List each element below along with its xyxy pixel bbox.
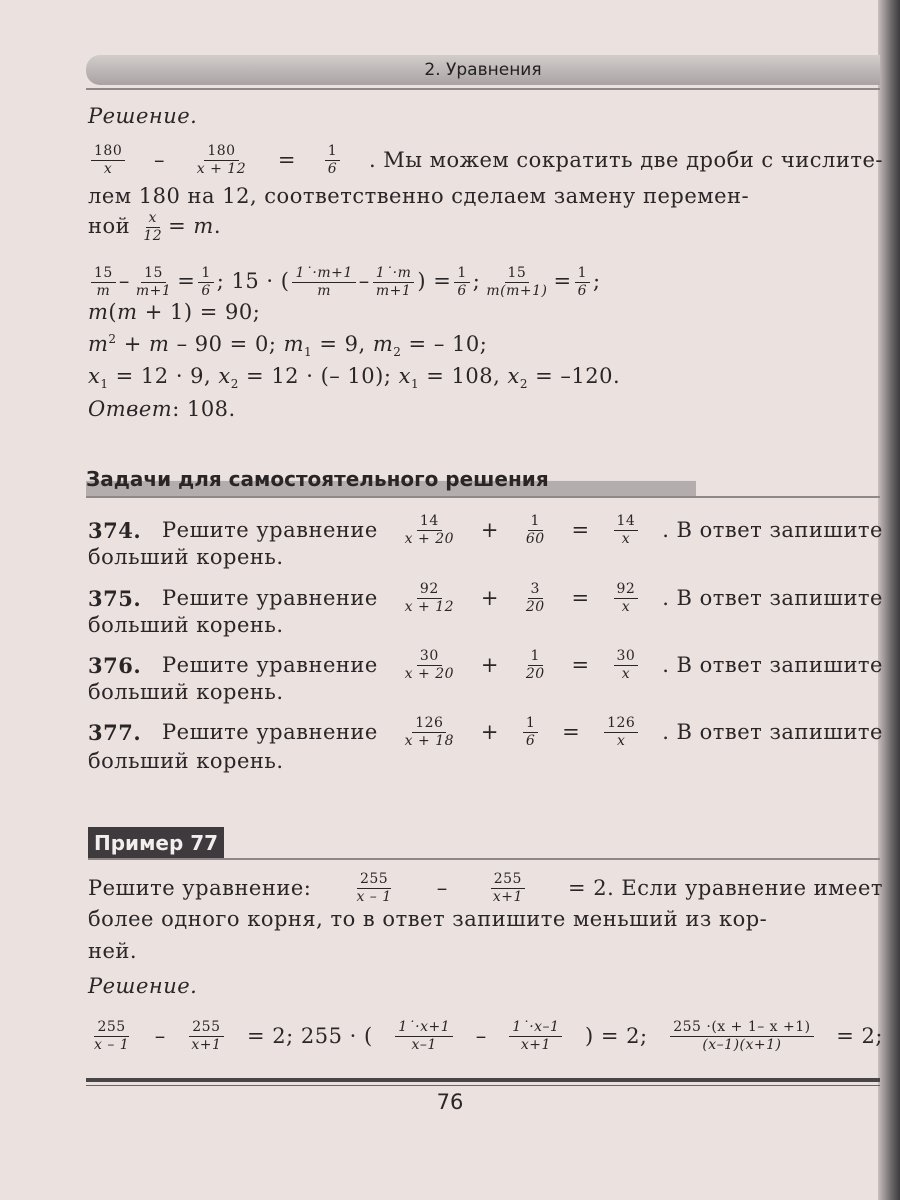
subscript: 1 bbox=[410, 376, 420, 391]
text: – bbox=[118, 268, 130, 293]
denominator: x + 20 bbox=[404, 530, 455, 547]
text: = 108, bbox=[419, 363, 508, 388]
numerator: 1 bbox=[528, 513, 543, 531]
numerator: 15 bbox=[91, 265, 116, 283]
text: – bbox=[154, 1024, 166, 1048]
math-variable: m bbox=[88, 331, 109, 356]
text: : 108. bbox=[172, 397, 236, 421]
denominator: x+1 bbox=[520, 1036, 551, 1053]
text: больший корень. bbox=[88, 545, 284, 569]
text: ; 15 · ( bbox=[216, 268, 290, 293]
denominator: m bbox=[317, 282, 332, 299]
numerator: 1˙·m bbox=[373, 265, 415, 283]
numerator: 14 bbox=[614, 513, 639, 531]
denominator: 20 bbox=[525, 598, 545, 615]
text: – bbox=[475, 1024, 487, 1048]
text: . Мы можем сократить две дроби с числите- bbox=[368, 148, 883, 172]
page-number: 76 bbox=[436, 1090, 464, 1114]
numerator: 180 bbox=[91, 143, 125, 161]
numerator: 15 bbox=[505, 265, 530, 283]
text: + bbox=[116, 331, 150, 356]
denominator: m+1 bbox=[135, 282, 172, 299]
text: = bbox=[562, 720, 581, 744]
header-divider bbox=[86, 88, 880, 90]
denominator: m bbox=[96, 282, 111, 299]
numerator: 92 bbox=[417, 581, 442, 599]
math-variable: x bbox=[507, 363, 520, 388]
line-content bbox=[88, 545, 284, 569]
example-line bbox=[88, 931, 883, 971]
denominator: 6 bbox=[457, 282, 467, 299]
text: = bbox=[277, 148, 296, 172]
denominator: x + 12 bbox=[196, 160, 247, 177]
denominator: x bbox=[103, 160, 113, 177]
numerator: 255 bbox=[357, 871, 391, 889]
task-375-cont bbox=[88, 605, 883, 645]
text: ) = bbox=[417, 268, 452, 293]
text: = 2; 255 · ( bbox=[246, 1024, 373, 1048]
text: = bbox=[177, 268, 196, 293]
task-374-cont bbox=[88, 537, 883, 577]
subscript: 2 bbox=[519, 376, 528, 391]
subscript: 2 bbox=[393, 344, 402, 359]
numerator: 3 bbox=[528, 581, 543, 599]
text: = 9, bbox=[312, 331, 373, 356]
math-variable: x bbox=[398, 363, 411, 388]
denominator: x+1 bbox=[191, 1036, 222, 1053]
text: = bbox=[168, 213, 194, 238]
denominator: x + 18 bbox=[404, 732, 455, 749]
denominator: 6 bbox=[201, 282, 211, 299]
text: + bbox=[480, 586, 499, 610]
math-variable: m bbox=[117, 300, 138, 324]
fraction bbox=[670, 1019, 813, 1054]
text: . bbox=[213, 213, 222, 238]
numerator: 1 bbox=[454, 265, 469, 283]
line-content bbox=[88, 210, 221, 245]
denominator: x bbox=[617, 732, 626, 749]
denominator: (x–1)(x+1) bbox=[702, 1036, 782, 1053]
task-377-cont bbox=[88, 741, 883, 781]
numerator: 15 bbox=[141, 265, 166, 283]
line-content bbox=[88, 397, 236, 421]
text: ; bbox=[472, 268, 481, 293]
text: ней. bbox=[88, 939, 138, 963]
text: = –120. bbox=[527, 363, 621, 388]
numerator: 1 bbox=[575, 265, 590, 283]
example-divider bbox=[88, 858, 880, 860]
text: ; bbox=[593, 268, 601, 293]
numerator: 180 bbox=[204, 143, 238, 161]
numerator: 255 bbox=[189, 1019, 223, 1037]
text: + bbox=[480, 518, 499, 542]
line-content bbox=[88, 300, 260, 324]
numerator: 126 bbox=[604, 715, 638, 733]
text: более одного корня, то в ответ запишите меньший из кор- bbox=[88, 907, 768, 931]
example-heading: Пример 77 bbox=[88, 827, 224, 859]
text: ной bbox=[88, 213, 138, 238]
answer-line bbox=[88, 389, 883, 429]
denominator: x bbox=[621, 665, 631, 682]
superscript: 2 bbox=[108, 331, 117, 346]
math-variable: Ответ bbox=[88, 397, 173, 421]
task-number: 374. bbox=[88, 517, 142, 543]
task-number: 376. bbox=[88, 652, 142, 678]
line-content bbox=[88, 749, 284, 773]
denominator: 20 bbox=[525, 665, 545, 682]
text: ( bbox=[108, 300, 118, 324]
denominator: x – 1 bbox=[356, 888, 392, 905]
task-number: 375. bbox=[88, 585, 142, 611]
math-variable: m bbox=[193, 213, 214, 238]
fraction bbox=[194, 143, 249, 178]
fraction bbox=[91, 1019, 132, 1054]
denominator: 6 bbox=[327, 160, 338, 177]
example-solution-label bbox=[88, 966, 883, 1006]
math-variable: x bbox=[88, 363, 101, 388]
task-number: 377. bbox=[88, 719, 142, 745]
line-content bbox=[88, 364, 620, 391]
numerator: 255 ·(x + 1– x +1) bbox=[670, 1019, 813, 1037]
denominator: x – 1 bbox=[94, 1036, 130, 1053]
numerator: 92 bbox=[614, 581, 639, 599]
line-content bbox=[88, 974, 197, 998]
denominator: x bbox=[621, 598, 631, 615]
denominator: 60 bbox=[525, 530, 545, 547]
numerator: x bbox=[146, 210, 160, 228]
line-content bbox=[88, 939, 137, 963]
footer-rule bbox=[86, 1078, 880, 1082]
numerator: 30 bbox=[614, 648, 639, 666]
task-376-cont bbox=[88, 672, 883, 712]
text: = 2; bbox=[836, 1024, 883, 1048]
line-content bbox=[88, 332, 487, 359]
text: = 12 · (– 10); bbox=[238, 363, 399, 388]
text: Решите уравнение bbox=[162, 518, 378, 542]
numerator: 126 bbox=[412, 715, 446, 733]
text: ) = 2; bbox=[585, 1024, 648, 1048]
denominator: x + 20 bbox=[404, 665, 455, 682]
denominator: m+1 bbox=[375, 282, 412, 299]
subscript: 1 bbox=[304, 344, 313, 359]
line-content bbox=[88, 680, 284, 704]
solution-line bbox=[88, 207, 883, 247]
numerator: 14 bbox=[417, 513, 442, 531]
denominator: 6 bbox=[577, 282, 588, 299]
text: = bbox=[553, 268, 572, 293]
denominator: m(m+1) bbox=[486, 282, 548, 299]
line-content bbox=[88, 613, 284, 637]
text: – bbox=[436, 876, 448, 900]
subscript: 2 bbox=[230, 376, 239, 391]
math-variable: m bbox=[149, 331, 170, 356]
text: – bbox=[154, 148, 165, 172]
text: . В ответ запишите bbox=[662, 720, 883, 744]
subscript: 1 bbox=[100, 376, 109, 391]
math-variable: m bbox=[372, 331, 394, 356]
denominator: x + 12 bbox=[404, 598, 455, 615]
text: – 90 = 0; bbox=[169, 331, 284, 356]
math-variable: m bbox=[283, 331, 304, 356]
fraction bbox=[140, 210, 165, 245]
fraction bbox=[188, 1019, 224, 1054]
numerator: 1 bbox=[198, 265, 213, 283]
section-heading: Задачи для самостоятельного решения bbox=[86, 462, 696, 496]
text: Решите уравнение bbox=[162, 720, 378, 744]
text: + bbox=[480, 720, 499, 744]
denominator: 12 bbox=[143, 227, 163, 244]
solution-label: Решение. bbox=[88, 104, 198, 128]
text: больший корень. bbox=[88, 680, 284, 704]
text: больший корень. bbox=[88, 613, 284, 637]
fraction bbox=[91, 143, 125, 178]
example-line bbox=[88, 1016, 883, 1056]
text: = – 10; bbox=[401, 331, 488, 356]
text: = bbox=[571, 586, 590, 610]
fraction bbox=[509, 1019, 562, 1054]
numerator: 1˙·x+1 bbox=[395, 1019, 453, 1037]
text: лем 180 на 12, соответственно сделаем замену перемен- bbox=[88, 184, 750, 208]
text: . В ответ запишите bbox=[662, 653, 883, 677]
text: = 12 · 9, bbox=[108, 363, 219, 388]
text: . В ответ запишите bbox=[662, 518, 883, 542]
chapter-header: 2. Уравнения bbox=[86, 55, 880, 85]
text: Решите уравнение: bbox=[88, 876, 312, 900]
numerator: 255 bbox=[491, 871, 525, 889]
numerator: 30 bbox=[417, 648, 442, 666]
text: Решите уравнение bbox=[162, 586, 378, 610]
numerator: 1˙·m+1 bbox=[292, 265, 355, 283]
solution-line bbox=[88, 140, 883, 180]
text: . В ответ запишите bbox=[662, 586, 883, 610]
fraction bbox=[395, 1019, 453, 1054]
text: = 2. Если уравнение имеет bbox=[567, 876, 883, 900]
text: + 1) = 90; bbox=[137, 300, 261, 324]
text: – bbox=[358, 268, 370, 293]
text: + bbox=[480, 653, 499, 677]
text: Решите уравнение bbox=[162, 653, 378, 677]
math-variable: m bbox=[88, 300, 109, 324]
numerator: 1 bbox=[523, 715, 538, 733]
footer-rule-thin bbox=[86, 1085, 880, 1086]
math-variable: x bbox=[218, 363, 231, 388]
denominator: x–1 bbox=[411, 1036, 437, 1053]
denominator: x+1 bbox=[492, 888, 523, 905]
text: больший корень. bbox=[88, 749, 284, 773]
denominator: x bbox=[621, 530, 631, 547]
text: = bbox=[571, 518, 590, 542]
fraction bbox=[325, 143, 340, 178]
math-variable: Решение. bbox=[88, 974, 198, 998]
numerator: 1˙·x–1 bbox=[509, 1019, 562, 1037]
numerator: 1 bbox=[528, 648, 543, 666]
numerator: 1 bbox=[325, 143, 340, 161]
denominator: 6 bbox=[525, 732, 536, 749]
section-divider bbox=[86, 496, 880, 498]
numerator: 255 bbox=[94, 1019, 128, 1037]
text: = bbox=[571, 653, 590, 677]
